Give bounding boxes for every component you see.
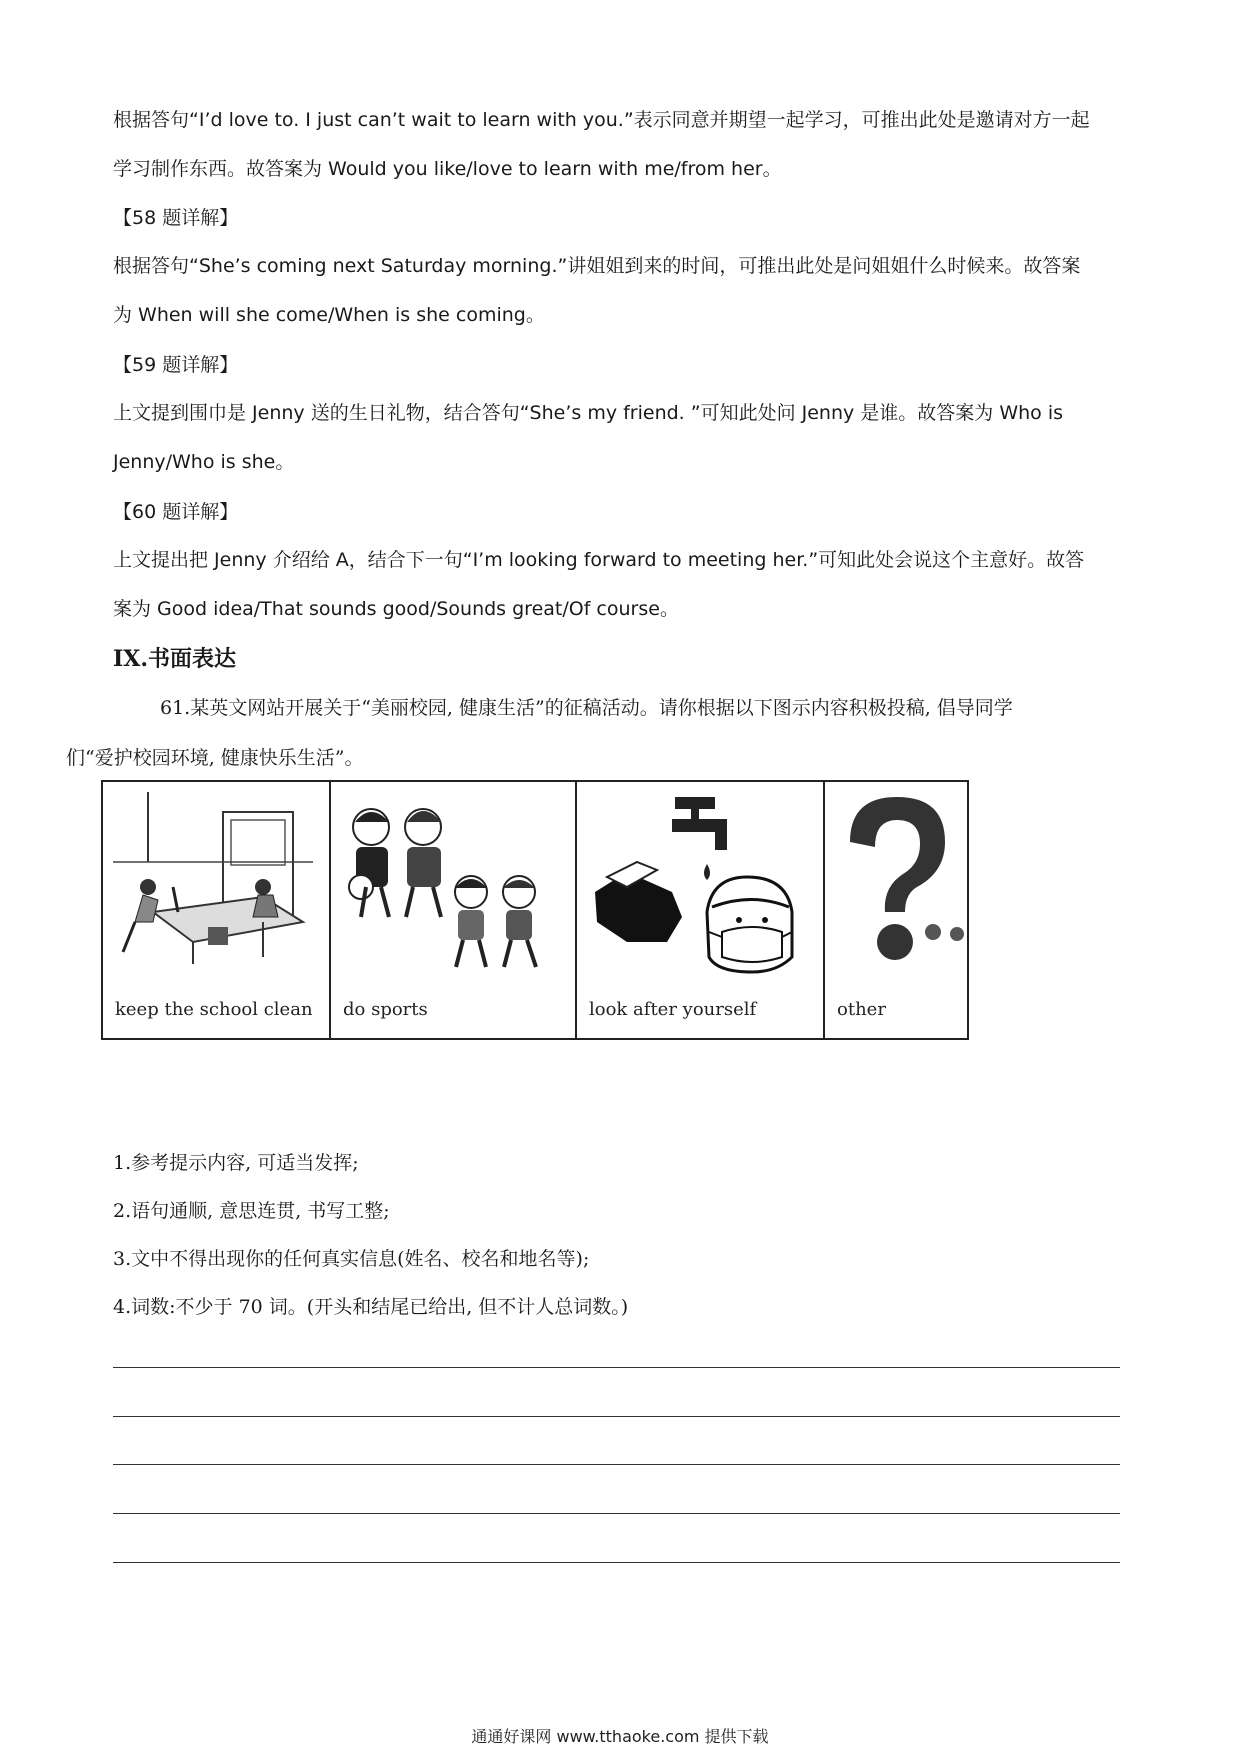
heading-60: 【60 题详解】 — [113, 501, 239, 523]
answer-57-line-2: 学习制作东西。故答案为 Would you like/love to learn with me/from her。 — [113, 158, 782, 180]
answer-59-line-1: 上文提到围巾是 Jenny 送的生日礼物，结合答句“She’s my friend. ”可知此处问 Jenny 是谁。故答案为 Who is — [113, 402, 1064, 424]
page-footer: 通通好课网 www.tthaoke.com 提供下载 — [471, 1727, 769, 1746]
question-mark-icon — [835, 792, 965, 977]
answer-60-line-1: 上文提出把 Jenny 介绍给 A，结合下一句“I’m looking forward to meeting her.”可知此处会说这个主意好。故答 — [113, 549, 1085, 571]
prompt-cell-other — [825, 782, 967, 1038]
answer-line[interactable] — [113, 1562, 1120, 1563]
classroom-cleaning-icon — [113, 792, 313, 967]
prompt-cell-health — [577, 782, 825, 1038]
answer-58-line-1: 根据答句“She’s coming next Saturday morning.”讲姐姐到来的时间，可推出此处是问姐姐什么时候来。故答案 — [113, 255, 1081, 277]
prompt-label-other: other — [837, 999, 886, 1020]
prompt-label-clean: keep the school clean — [115, 999, 313, 1020]
requirement-4: 4.词数:不少于 70 词。(开头和结尾已给出, 但不计人总词数。) — [113, 1296, 629, 1318]
section-title: IX.书面表达 — [113, 646, 237, 672]
task-line-1: 61.某英文网站开展关于“美丽校园, 健康生活”的征稿活动。请你根据以下图示内容积极投稿, 倡导同学 — [160, 697, 1013, 719]
requirement-1: 1.参考提示内容, 可适当发挥; — [113, 1152, 359, 1174]
heading-59: 【59 题详解】 — [113, 354, 239, 376]
answer-60-line-2: 案为 Good idea/That sounds good/Sounds great/Of course。 — [113, 598, 679, 620]
answer-58-line-2: 为 When will she come/When is she coming。 — [113, 304, 545, 326]
requirement-2: 2.语句通顺, 意思连贯, 书写工整; — [113, 1200, 390, 1222]
handwash-mask-icon — [587, 792, 812, 977]
prompt-label-health: look after yourself — [589, 999, 757, 1020]
answer-line[interactable] — [113, 1416, 1120, 1417]
task-line-2: 们“爱护校园环境, 健康快乐生活”。 — [66, 747, 364, 769]
prompt-cell-clean — [103, 782, 331, 1038]
writing-task — [66, 683, 1133, 783]
heading-58: 【58 题详解】 — [113, 207, 239, 229]
answer-line[interactable] — [113, 1513, 1120, 1514]
requirement-3: 3.文中不得出现你的任何真实信息(姓名、校名和地名等); — [113, 1248, 590, 1270]
answer-57-line-1: 根据答句“I’d love to. I just can’t wait to learn with you.”表示同意并期望一起学习，可推出此处是邀请对方一起 — [113, 109, 1090, 131]
answer-line[interactable] — [113, 1464, 1120, 1465]
answer-line[interactable] — [113, 1367, 1120, 1368]
children-sports-icon — [341, 792, 566, 977]
prompt-picture-table — [101, 780, 969, 1040]
prompt-label-sports: do sports — [343, 999, 428, 1020]
prompt-cell-sports — [331, 782, 577, 1038]
answer-59-line-2: Jenny/Who is she。 — [113, 451, 295, 473]
